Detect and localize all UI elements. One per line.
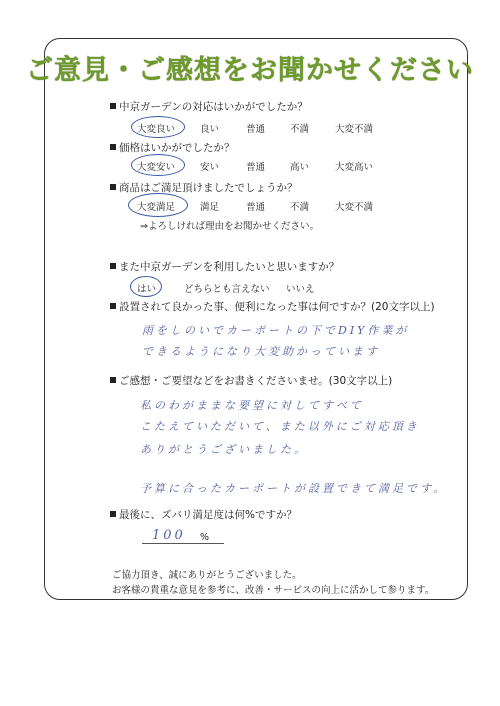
selection-circle-3 bbox=[128, 193, 188, 217]
bullet-icon bbox=[110, 184, 116, 190]
selection-circle-2 bbox=[131, 154, 185, 176]
bullet-icon bbox=[110, 377, 116, 383]
option-4-1[interactable]: はい bbox=[137, 284, 157, 295]
option-1-4[interactable]: 不満 bbox=[290, 124, 310, 135]
option-2-4[interactable]: 高い bbox=[290, 162, 310, 173]
bullet-icon bbox=[110, 511, 116, 517]
bullet-icon bbox=[110, 103, 116, 109]
percent-unit: % bbox=[200, 532, 210, 543]
question-4-label: また中京ガーデンを利用したいと思いますか？ bbox=[119, 261, 340, 273]
answer-6-line-1: 私のわがままな要望に対してすべて bbox=[140, 399, 364, 412]
option-2-5[interactable]: 大変高い bbox=[335, 162, 374, 173]
option-2-1[interactable]: 大変安い bbox=[137, 162, 176, 173]
option-3-3[interactable]: 普通 bbox=[246, 202, 266, 213]
survey-title: ご意見・ご感想をお聞かせください bbox=[26, 55, 474, 86]
question-1 bbox=[110, 99, 308, 114]
question-3 bbox=[110, 180, 298, 195]
bullet-icon bbox=[110, 144, 116, 150]
question-7 bbox=[110, 507, 297, 522]
selection-circle-1 bbox=[131, 116, 185, 138]
reason-prompt: ⇒よろしければ理由をお聞かせください。 bbox=[140, 221, 319, 232]
question-5-label: 設置されて良かった事、便利になった事は何ですか？(20文字以上) bbox=[119, 301, 435, 313]
option-4-2[interactable]: どちらとも言えない bbox=[184, 284, 270, 295]
question-3-label: 商品はご満足頂けましたでしょうか？ bbox=[119, 182, 298, 194]
question-2-label: 価格はいかがでしたか？ bbox=[119, 142, 235, 154]
question-6 bbox=[110, 373, 392, 388]
answer-5-line-2: できるようになり大変助かっています bbox=[142, 345, 380, 358]
option-3-2[interactable]: 満足 bbox=[200, 202, 220, 213]
question-1-label: 中京ガーデンの対応はいかがでしたか？ bbox=[119, 101, 308, 113]
answer-5-line-1: 雨をしのいでカーポートの下でDIY作業が bbox=[142, 324, 410, 337]
satisfaction-value: 100 bbox=[152, 528, 186, 543]
selection-circle-4 bbox=[130, 276, 162, 297]
question-5 bbox=[110, 299, 435, 314]
bullet-icon bbox=[110, 303, 116, 309]
option-3-5[interactable]: 大変不満 bbox=[335, 202, 374, 213]
option-2-3[interactable]: 普通 bbox=[246, 162, 266, 173]
option-1-3[interactable]: 普通 bbox=[246, 124, 266, 135]
question-6-label: ご感想・ご要望などをお書きくださいませ。(30文字以上) bbox=[119, 375, 393, 387]
bullet-icon bbox=[110, 263, 116, 269]
option-3-4[interactable]: 不満 bbox=[290, 202, 310, 213]
option-2-2[interactable]: 安い bbox=[200, 162, 220, 173]
question-7-label: 最後に、ズバリ満足度は何%ですか？ bbox=[119, 509, 297, 521]
satisfaction-underline bbox=[142, 543, 224, 544]
question-2 bbox=[110, 140, 235, 155]
option-3-1[interactable]: 大変満足 bbox=[137, 202, 176, 213]
answer-6-line-3: ありがとうございました。 bbox=[140, 443, 308, 456]
footer-note: お客様の貴重な意見を参考に、改善・サービスの向上に活かして参ります。 bbox=[112, 585, 435, 596]
question-4 bbox=[110, 259, 339, 274]
option-1-1[interactable]: 大変良い bbox=[137, 124, 176, 135]
answer-6-line-4: 予算に合ったカーポートが設置できて満足です。 bbox=[140, 482, 448, 495]
footer-thanks: ご協力頂き、誠にありがとうございました。 bbox=[112, 570, 302, 581]
option-1-2[interactable]: 良い bbox=[200, 124, 220, 135]
option-1-5[interactable]: 大変不満 bbox=[335, 124, 374, 135]
option-4-3[interactable]: いいえ bbox=[286, 284, 315, 295]
answer-6-line-2: こたえていただいて、また以外にご対応頂き bbox=[140, 420, 420, 433]
